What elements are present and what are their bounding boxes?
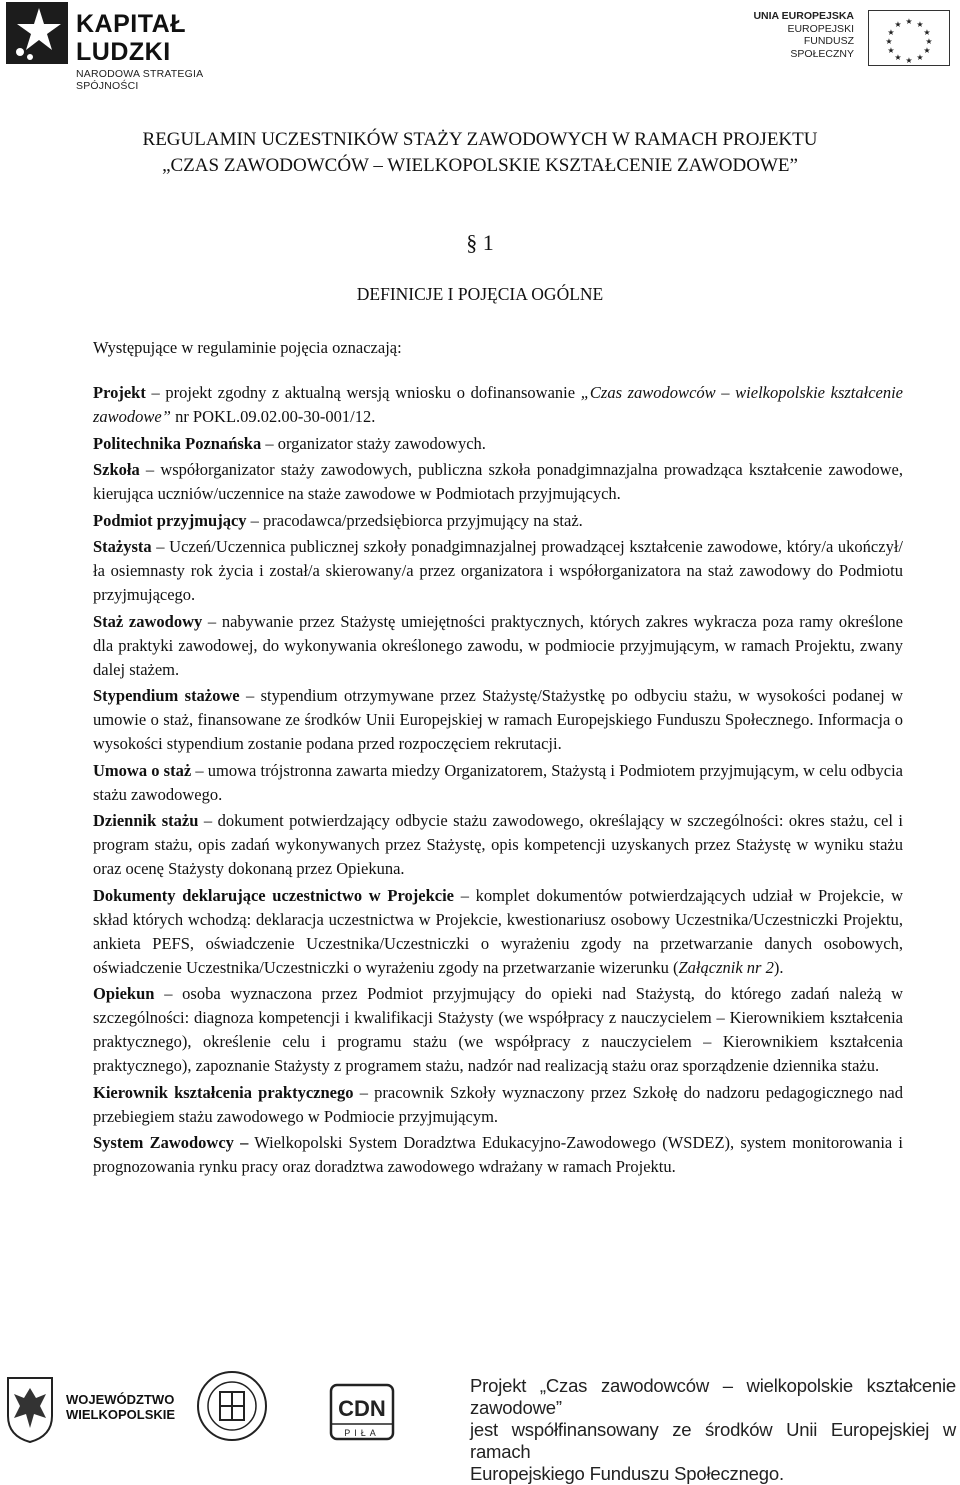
svg-text:★: ★ [885, 37, 893, 46]
svg-text:★: ★ [923, 46, 931, 55]
kapital-ludzki-logo [6, 2, 256, 92]
footer-line-1: Projekt „Czas zawodowców – wielkopolskie kształcenie zawodowe” [470, 1375, 956, 1418]
definition-term: Dokumenty deklarujące uczestnictwo w Projekcie [93, 885, 455, 905]
svg-text:★: ★ [923, 28, 931, 37]
definition-item [93, 432, 903, 456]
eu-line-1: UNIA EUROPEJSKA [753, 10, 854, 22]
footer [0, 1362, 960, 1484]
definition-text: – osoba wyznaczona przez Podmiot przyjmujący do opieki nad Stażystą, do którego zadań należą w szczególności: diagnoza kompetencji i kwalifikacji Stażysty (we współpracy z nauczycielem – Kierownikiem kształcenia praktycznego), określenie celu i programu stażu (we współpracy z nauczycielem – Kierownikiem kształcenia praktycznego), zapoznanie Stażysty z programem stażu, nadzór nad realizacją stażu oraz sporządzenie dziennika stażu. [93, 984, 903, 1075]
definitions-list [93, 381, 903, 1182]
definition-text: – Uczeń/Uczennica publicznej szkoły ponadgimnazjalnej prowadzącej kształcenie zawodowe, który/a ukończył/ła osiemnasty rok życia i został/a skierowany/a przez organizatora i współorganizatora na staż zawodowy do Podmiotu przyjmującego. [93, 537, 903, 604]
definition-item [93, 809, 903, 881]
definition-text: – umowa trójstronna zawarta miedzy Organizatorem, Stażystą i Podmiotem przyjmującym, w celu odbycia stażu zawodowego. [93, 760, 903, 804]
definition-italic: „Czas zawodowców – wielkopolskie kształcenie zawodowe” [93, 383, 904, 426]
definition-term: Umowa o staż [93, 760, 192, 780]
footer-line-3: Europejskiego Funduszu Społecznego. [470, 1463, 784, 1484]
definition-text: – współorganizator staży zawodowych, publiczna szkoła ponadgimnazjalna prowadząca kształcenie zawodowe, kierująca uczniów/uczennice na staże zawodowe w Podmiotach przyjmujących. [93, 460, 903, 503]
svg-text:★: ★ [916, 53, 924, 62]
woj-line-1: WOJEWÓDZTWO [66, 1392, 175, 1407]
svg-text:★: ★ [905, 56, 913, 65]
definition-item [93, 509, 903, 533]
definition-text: – pracodawca/przedsiębiorca przyjmujący na staż. [246, 510, 583, 530]
document-title-line-2: „CZAS ZAWODOWCÓW – WIELKOPOLSKIE KSZTAŁCENIE ZAWODOWE” [162, 155, 798, 176]
definition-item [93, 381, 903, 429]
definition-item [93, 684, 903, 756]
definition-text: – stypendium otrzymywane przez Stażystę/Stażystkę po odbyciu stażu, w wysokości podanej w umowie o staż, finansowane ze środków Unii Europejskiej w ramach Europejskiego Funduszu Społecznego. Informacja o wysokości stypendium zostanie podana przed rozpoczęciem rekrutacji. [93, 686, 903, 753]
definition-term: Stypendium stażowe [93, 686, 240, 705]
definition-italic: Załącznik nr 2 [678, 957, 774, 977]
eagle-emblem-icon [6, 1374, 54, 1444]
university-seal-icon [196, 1370, 268, 1442]
definition-text-end: nr POKL.09.02.00-30-001/12. [170, 407, 376, 426]
footer-line-2: jest współfinansowany ze środków Unii Europejskiej w ramach [470, 1419, 956, 1462]
svg-text:★: ★ [925, 37, 933, 46]
definition-text: – organizator staży zawodowych. [261, 433, 486, 453]
definition-item [93, 458, 903, 506]
definition-term: Politechnika Poznańska [93, 433, 262, 453]
definition-item [93, 884, 903, 980]
cdn-subtext: PIŁA [344, 1428, 380, 1438]
definition-item [93, 982, 903, 1078]
definition-text: – nabywanie przez Stażystę umiejętności praktycznych, których zakres wykracza poza ramy określone dla praktyki zawodowej, do wykonywania określonego zawodu, w podmiocie przyjmującym, w ramach Projektu, zwany dalej stażem. [93, 611, 903, 679]
section-title: DEFINICJE I POJĘCIA OGÓLNE [356, 284, 604, 304]
svg-text:★: ★ [916, 20, 924, 29]
svg-text:★: ★ [887, 46, 895, 55]
definition-term: Dziennik stażu [93, 811, 199, 830]
logo-title: KAPITAŁ LUDZKI [76, 10, 186, 66]
eu-flag-icon [868, 10, 950, 66]
star-emblem-icon [6, 2, 68, 64]
definition-term: System Zawodowcy – [93, 1133, 249, 1152]
definition-term: Stażysta [93, 537, 152, 556]
project-funding-note [470, 1375, 956, 1485]
document-title-line-1: REGULAMIN UCZESTNIKÓW STAŻY ZAWODOWYCH W RAMACH PROJEKTU [142, 129, 818, 150]
definition-term: Kierownik kształcenia praktycznego [93, 1082, 354, 1102]
svg-text:★: ★ [894, 20, 902, 29]
svg-text:★: ★ [905, 17, 913, 26]
logo-subtitle: NARODOWA STRATEGIA SPÓJNOŚCI [76, 68, 203, 92]
section-number: § 1 [466, 230, 494, 255]
definition-item [93, 535, 903, 607]
definition-item [93, 610, 903, 682]
svg-text:★: ★ [887, 28, 895, 37]
definition-term: Podmiot przyjmujący [93, 510, 247, 530]
cdn-text: CDN [338, 1396, 386, 1421]
definition-term: Staż zawodowy [93, 611, 203, 631]
definition-text-end: ). [773, 957, 784, 977]
svg-text:★: ★ [894, 53, 902, 62]
definition-item [93, 759, 903, 807]
definition-text: – komplet dokumentów potwierdzających udział w Projekcie, w skład których wchodzą: deklaracja uczestnictwa w Projekcie, kwestionariusz osobowy Uczestnika/Uczestniczki Projektu, ankieta PEFS, oświadczenie Uczestnika/Uczestniczki o wyrażeniu zgody na przetwarzanie danych osobowych, oświadczenie Uczestnika/Uczestniczki o wyrażeniu zgody na przetwarzanie wizerunku ( [93, 885, 904, 977]
definition-term: Projekt [93, 383, 146, 402]
eu-logo [750, 10, 950, 66]
definition-item [93, 1081, 903, 1129]
woj-line-2: WIELKOPOLSKIE [66, 1407, 176, 1422]
definition-item [93, 1131, 903, 1179]
definition-text: – dokument potwierdzający odbycie stażu zawodowego, określający w szczególności: okres stażu, cel i program stażu, opis zadań wykonywanych przez Stażystę, opis kompetencji uzyskanych przez Stażystę w wyniku stażu oraz ocenę Stażysty dokonaną przez Opiekuna. [93, 811, 903, 878]
definition-text: – projekt zgodny z aktualną wersją wniosku o dofinansowanie [145, 383, 581, 402]
definition-text: – pracownik Szkoły wyznaczony przez Szkołę do nadzoru pedagogicznego nad przebiegiem stażu zawodowego w Podmiocie przyjmującym. [93, 1082, 903, 1126]
definition-term: Opiekun [93, 984, 155, 1003]
cdn-logo [328, 1382, 396, 1442]
definition-term: Szkoła [93, 460, 140, 479]
eu-line-2: EUROPEJSKI [787, 22, 854, 35]
intro-text: Występujące w regulaminie pojęcia oznaczają: [93, 338, 402, 357]
eu-line-3: FUNDUSZ SPOŁECZNY [790, 35, 854, 60]
definition-text: Wielkopolski System Doradztwa Edukacyjno-Zawodowego (WSDEZ), system monitorowania i prognozowania rynku pracy oraz doradztwa zawodowego wdrażany w ramach Projektu. [93, 1133, 903, 1176]
